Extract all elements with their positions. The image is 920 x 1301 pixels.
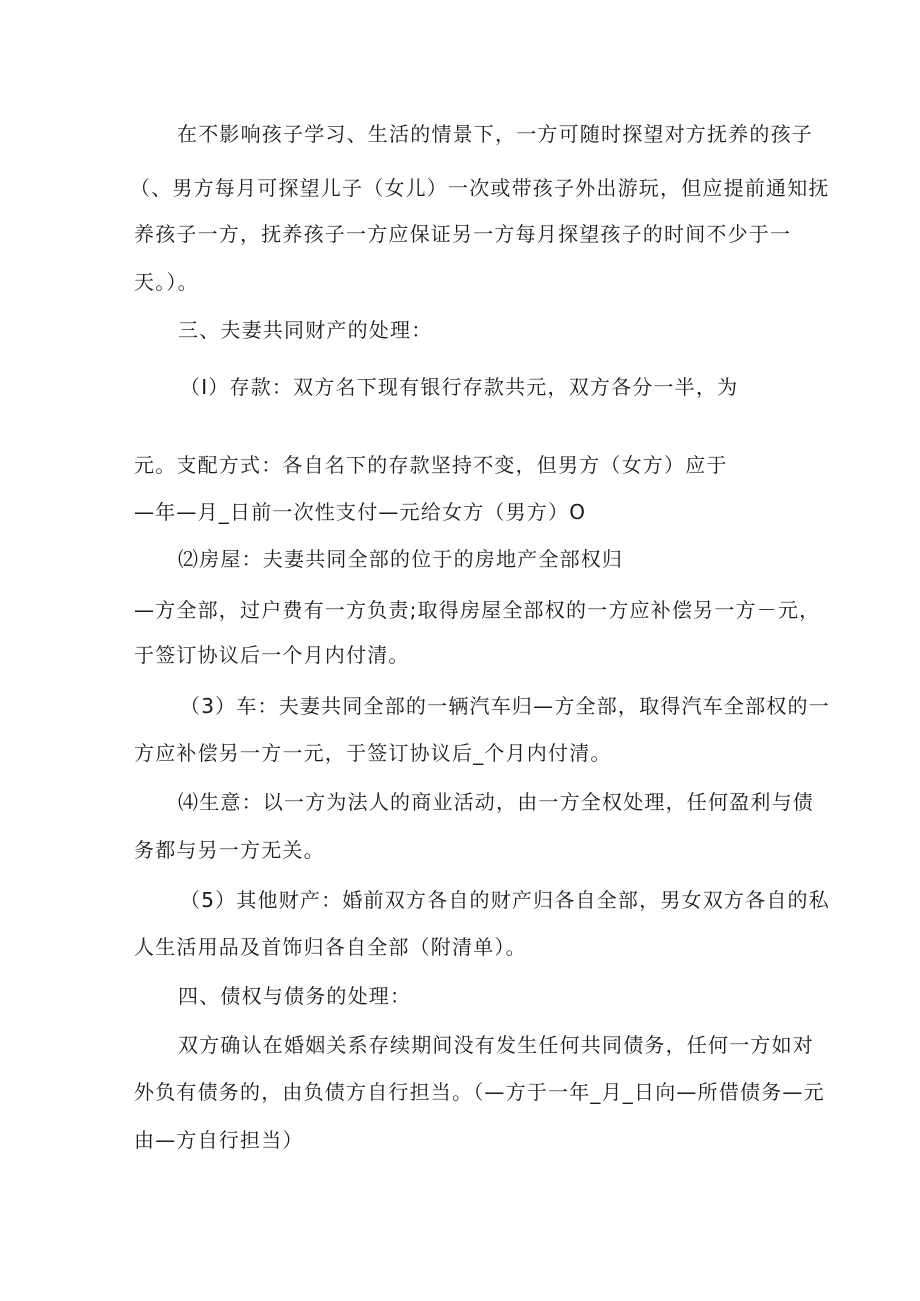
item-other-property-line-2: 人生活用品及首饰归各自全部（附清单）。 bbox=[134, 935, 527, 959]
item-savings-line-2: 元。支配方式：各自名下的存款坚持不变，但男方（女方）应于 bbox=[134, 453, 728, 477]
item-business-line-1: ⑷生意：以一方为法人的商业活动，由一方全权处理，任何盈利与债 bbox=[178, 790, 814, 814]
paragraph-visitation-line-2: （、男方每月可探望儿子（女儿）一次或带孩子外出游玩，但应提前通知抚 bbox=[130, 176, 830, 200]
section-heading-debts: 四、债权与债务的处理： bbox=[178, 984, 412, 1008]
item-savings-line-1: （I）存款：双方名下现有银行存款共元，双方各分一半，为 bbox=[180, 375, 739, 399]
paragraph-visitation-line-4: 天。）。 bbox=[134, 270, 199, 294]
item-house-line-1: ⑵房屋：夫妻共同全部的位于的房地产全部权归 bbox=[178, 547, 624, 571]
paragraph-debts-line-1: 双方确认在婚姻关系存续期间没有发生任何共同债务，任何一方如对 bbox=[178, 1033, 814, 1057]
section-heading-property: 三、夫妻共同财产的处理： bbox=[178, 318, 433, 342]
item-house-line-2: —方全部，过户费有一方负责;取得房屋全部权的一方应补偿另一方－元， bbox=[134, 598, 821, 622]
item-savings-line-3: —年—月_日前一次性支付—元给女方（男方）O bbox=[134, 500, 587, 524]
paragraph-debts-line-3: 由—方自行担当） bbox=[134, 1128, 304, 1152]
paragraph-debts-line-2: 外负有债务的，由负债方自行担当。（—方于一年_月_日向—所借债务—元 bbox=[134, 1080, 825, 1104]
item-car-line-1: （3）车：夫妻共同全部的一辆汽车归—方全部，取得汽车全部权的一 bbox=[180, 694, 830, 718]
item-other-property-line-1: （5）其他财产：婚前双方各自的财产归各自全部，男女双方各自的私 bbox=[180, 888, 830, 912]
item-car-line-2: 方应补偿另一方一元，于签订协议后_个月内付清。 bbox=[134, 741, 612, 765]
item-house-line-3: 于签订协议后一个月内付清。 bbox=[134, 643, 410, 667]
item-business-line-2: 务都与另一方无关。 bbox=[134, 838, 325, 862]
paragraph-visitation-line-1: 在不影响孩子学习、生活的情景下，一方可随时探望对方抚养的孩子 bbox=[177, 122, 813, 146]
paragraph-visitation-line-3: 养孩子一方，抚养孩子一方应保证另一方每月探望孩子的时间不少于一 bbox=[134, 222, 792, 246]
